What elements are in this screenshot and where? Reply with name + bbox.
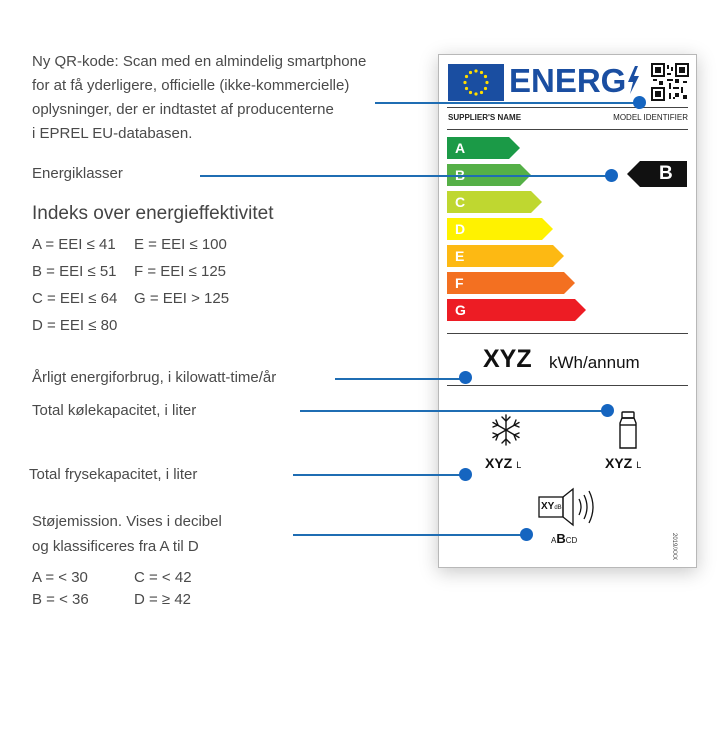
noise-leader-dot bbox=[520, 528, 533, 541]
consumption-value: XYZ bbox=[483, 345, 532, 373]
freezer-value: XYZ bbox=[485, 455, 513, 471]
cooling-leader-dot bbox=[601, 404, 614, 417]
snowflake-icon bbox=[489, 413, 523, 447]
separator-bottom bbox=[447, 385, 688, 386]
energy-class-g bbox=[447, 299, 586, 321]
header-rule bbox=[447, 107, 688, 108]
energy-class-arrow bbox=[447, 245, 564, 267]
qr-line-2: for at få yderligere, officielle (ikke-kommercielle) bbox=[32, 77, 350, 94]
eei-item: E = EEI ≤ 100 bbox=[134, 236, 227, 253]
separator-top bbox=[447, 333, 688, 334]
noise-class-selected: B bbox=[556, 531, 566, 546]
energy-title bbox=[509, 61, 640, 101]
cooling-leader-line bbox=[300, 410, 607, 412]
rating-arrow bbox=[627, 161, 687, 187]
consumption-unit: kWh/annum bbox=[549, 353, 640, 372]
cooler-value: XYZ bbox=[605, 455, 633, 471]
cooler-unit: L bbox=[636, 460, 642, 470]
energy-class-d bbox=[447, 218, 553, 240]
eei-column-right bbox=[134, 234, 244, 315]
eei-item: A = EEI ≤ 41 bbox=[32, 236, 116, 253]
energy-class-arrow bbox=[447, 272, 575, 294]
noise-item: D = ≥ 42 bbox=[134, 591, 192, 608]
noise-column-left bbox=[32, 567, 142, 611]
eu-flag-icon bbox=[448, 64, 504, 101]
supplier-name: SUPPLIER'S NAME bbox=[448, 113, 522, 122]
noise-item: B = < 36 bbox=[32, 591, 89, 608]
freezer-capacity-label: Total frysekapacitet, i liter bbox=[29, 466, 198, 483]
energy-class-a bbox=[447, 137, 520, 159]
noise-line-1: Støjemission. Vises i decibel bbox=[32, 513, 222, 530]
freezer-leader-line bbox=[293, 474, 465, 476]
noise-item: C = < 42 bbox=[134, 569, 192, 586]
noise-class-scale bbox=[551, 531, 577, 546]
freezer-unit: L bbox=[516, 460, 522, 470]
cooler-capacity-value bbox=[605, 455, 641, 471]
energy-class-letter: F bbox=[455, 275, 464, 291]
class-leader-line bbox=[200, 175, 612, 177]
qr-leader-dot bbox=[633, 96, 646, 109]
qr-line-3: oplysninger, der er indtastet af producenterne bbox=[32, 101, 334, 118]
eei-item: D = EEI ≤ 80 bbox=[32, 317, 118, 334]
cooling-capacity-label: Total kølekapacitet, i liter bbox=[32, 402, 197, 419]
rating-arrow-shape bbox=[627, 161, 687, 187]
noise-item: A = < 30 bbox=[32, 569, 88, 586]
noise-column-right bbox=[134, 567, 244, 611]
regulation-code: 2019/XXX bbox=[671, 533, 677, 561]
model-identifier: MODEL IDENTIFIER bbox=[613, 113, 688, 122]
energy-class-arrow bbox=[447, 299, 586, 321]
qr-leader-line bbox=[375, 102, 639, 104]
eei-item: C = EEI ≤ 64 bbox=[32, 290, 118, 307]
eei-item: G = EEI > 125 bbox=[134, 290, 230, 307]
noise-class-after: CD bbox=[565, 536, 578, 545]
energy-class-c bbox=[447, 191, 542, 213]
energy-class-f bbox=[447, 272, 575, 294]
noise-number: XY bbox=[541, 501, 555, 512]
freezer-capacity-value bbox=[485, 455, 521, 471]
eei-column-left bbox=[32, 234, 142, 342]
energy-class-letter: A bbox=[455, 140, 466, 156]
bottle-icon bbox=[617, 411, 639, 449]
energy-title-text: ENERG bbox=[509, 62, 627, 99]
energy-class-e bbox=[447, 245, 564, 267]
freezer-leader-dot bbox=[459, 468, 472, 481]
eei-item: B = EEI ≤ 51 bbox=[32, 263, 117, 280]
eei-heading: Indeks over energieffektivitet bbox=[32, 203, 274, 224]
energy-class-letter: C bbox=[455, 194, 466, 210]
classes-rule bbox=[447, 129, 688, 130]
qr-code-icon bbox=[651, 63, 689, 101]
energy-class-letter: D bbox=[455, 221, 466, 237]
noise-value bbox=[541, 501, 562, 512]
noise-class-before: A bbox=[551, 536, 557, 545]
lightning-icon bbox=[626, 66, 640, 94]
noise-line-2: og klassificeres fra A til D bbox=[32, 538, 199, 555]
noise-unit: dB bbox=[554, 505, 562, 511]
eei-item: F = EEI ≤ 125 bbox=[134, 263, 227, 280]
energy-label-card bbox=[438, 54, 697, 568]
rating-letter: B bbox=[659, 163, 673, 184]
qr-line-4: i EPREL EU-databasen. bbox=[32, 125, 193, 142]
energy-class-letter: G bbox=[455, 302, 466, 318]
annual-consumption-label: Årligt energiforbrug, i kilowatt-time/år bbox=[32, 369, 277, 386]
consumption-leader-line bbox=[335, 378, 465, 380]
energy-class-letter: E bbox=[455, 248, 465, 264]
consumption-leader-dot bbox=[459, 371, 472, 384]
qr-line-1: Ny QR-kode: Scan med en almindelig smartphone bbox=[32, 53, 367, 70]
noise-leader-line bbox=[293, 534, 526, 536]
energy-classes-label: Energiklasser bbox=[32, 165, 123, 182]
class-leader-dot bbox=[605, 169, 618, 182]
